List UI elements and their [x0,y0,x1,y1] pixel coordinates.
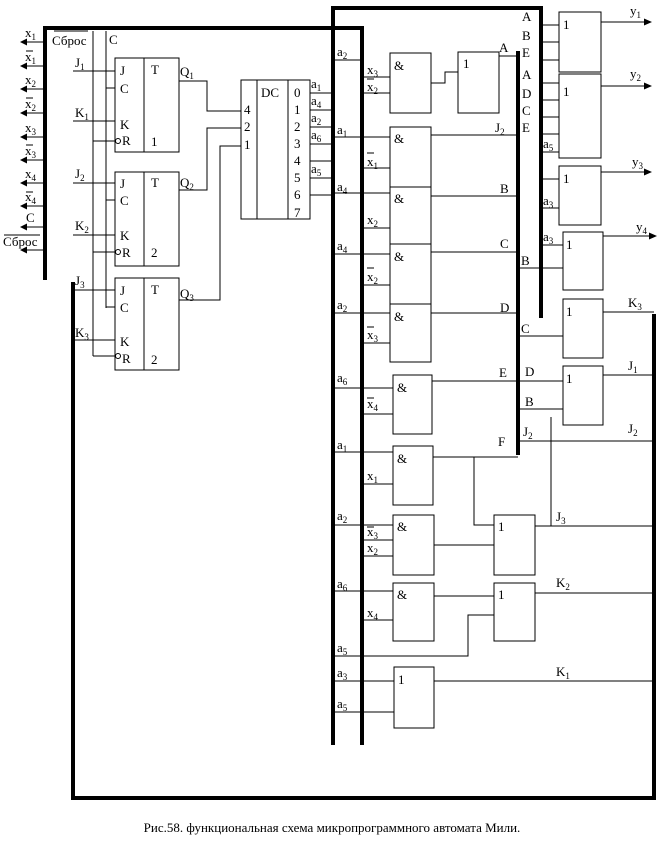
svg-text:3: 3 [294,136,301,151]
input-x1-not [20,49,45,70]
figure-caption: Рис.58. функциональная схема микропрограммного автомата Мили. [143,820,521,835]
svg-text:C: C [120,300,129,315]
q1-label: $Q_1$ [180,64,194,81]
svg-text:x1: $x_1$ [367,468,378,485]
jk-trigger-3 [73,273,194,370]
svg-text:C: C [120,81,129,96]
svg-text:y2: $y_2$ [630,66,641,83]
svg-text:a6: $a_6$ [337,576,348,593]
q2-label: $Q_2$ [180,175,194,192]
and-gate-9 [333,576,494,657]
svg-text:a3: $a_3$ [337,665,348,682]
svg-text:J1: $J_1$ [628,358,638,375]
svg-text:&: & [397,451,408,466]
svg-text:x4: $x_4$ [25,189,36,206]
svg-text:a5: $a_5$ [337,696,348,713]
svg-text:a5: $a_5$ [543,136,554,153]
input-x3 [20,120,45,141]
svg-text:a3: $a_3$ [543,229,554,246]
svg-text:A: A [499,40,509,55]
svg-text:&: & [394,131,405,146]
svg-text:x2: $x_2$ [25,96,36,113]
j1-label: $J_1$ [75,55,85,72]
svg-text:J: J [120,283,126,298]
or-gates-middle [333,40,654,728]
svg-text:a3: $a_3$ [543,193,554,210]
svg-text:C: C [26,210,35,225]
svg-text:1: 1 [151,134,158,149]
svg-text:1: 1 [563,171,570,186]
or-gates-right [518,3,657,526]
svg-text:1: 1 [398,672,405,687]
svg-text:x3: $x_3$ [367,524,378,541]
svg-text:a6: $a_6$ [337,370,348,387]
svg-text:K: K [120,117,130,132]
svg-text:1: 1 [498,587,505,602]
svg-text:T: T [151,282,159,297]
svg-text:D: D [525,364,535,379]
svg-text:2: 2 [151,352,158,367]
svg-text:x2: $x_2$ [367,269,378,286]
or-gate-y4 [518,219,657,290]
svg-text:T: T [151,62,159,77]
svg-text:B: B [521,253,530,268]
svg-text:y4: $y_4$ [636,219,647,236]
svg-text:J3: $J_3$ [556,509,566,526]
svg-text:R: R [122,245,131,260]
svg-text:1: 1 [566,237,573,252]
svg-text:2: 2 [244,119,251,134]
svg-text:K: K [120,334,130,349]
svg-text:x3: $x_3$ [25,143,36,160]
j3-label: $J_3$ [75,273,85,290]
svg-text:x4: $x_4$ [25,166,36,183]
svg-text:1: 1 [563,17,570,32]
k3-label: $K_3$ [75,325,89,342]
svg-text:1: 1 [498,519,505,534]
svg-text:B: B [525,394,534,409]
svg-text:7: 7 [294,205,301,220]
svg-text:1: 1 [566,304,573,319]
svg-text:T: T [151,175,159,190]
jk-trigger-1 [73,55,194,152]
svg-text:J: J [120,176,126,191]
reset-label: Сброс [52,33,87,48]
svg-text:&: & [394,249,405,264]
svg-text:&: & [394,58,405,73]
jk-trigger-2 [73,166,194,266]
svg-text:D: D [500,300,510,315]
svg-text:C: C [521,321,530,336]
svg-text:C: C [500,236,509,251]
and-gate-1 [333,44,458,113]
svg-text:x1: $x_1$ [367,154,378,171]
svg-text:DC: DC [261,85,280,100]
svg-text:a5: $a_5$ [311,161,322,178]
input-x4-not [20,189,45,210]
svg-text:B: B [500,181,509,196]
svg-text:&: & [397,519,408,534]
svg-text:a1: $a_1$ [311,76,322,93]
or-gate-k2 [494,575,654,641]
decoder-dc [241,76,333,220]
svg-text:&: & [397,380,408,395]
or-gate-j1 [518,358,654,425]
or-gate-k3 [518,295,654,358]
svg-text:K: K [120,228,130,243]
svg-text:B: B [522,28,531,43]
svg-text:R: R [122,351,131,366]
or-gate-k1 [333,664,654,728]
svg-text:x2: $x_2$ [367,79,378,96]
svg-text:&: & [394,191,405,206]
svg-text:x3: $x_3$ [25,120,36,137]
svg-text:x2: $x_2$ [367,540,378,557]
svg-text:y3: $y_3$ [632,154,643,171]
q3-label: $Q_3$ [180,286,194,303]
svg-text:a1: $a_1$ [337,437,348,454]
input-reset [3,234,45,254]
svg-text:F: F [498,434,506,449]
input-x4 [20,166,45,187]
svg-text:4: 4 [244,102,251,117]
svg-text:4: 4 [294,153,301,168]
svg-text:D: D [522,86,532,101]
svg-text:E: E [499,365,507,380]
svg-text:J: J [120,63,126,78]
svg-text:a1: $a_1$ [337,122,348,139]
svg-text:1: 1 [463,56,470,71]
svg-text:2: 2 [294,119,301,134]
svg-text:K1: $K_1$ [556,664,570,681]
svg-text:a5: $a_5$ [337,640,348,657]
input-clock [20,210,45,231]
svg-text:a2: $a_2$ [311,110,322,127]
and-gate-8 [333,508,494,575]
or-gate-j3 [494,509,654,575]
svg-text:5: 5 [294,170,301,185]
svg-text:a4: $a_4$ [311,93,322,110]
svg-text:x1: $x_1$ [25,25,36,42]
input-x2 [20,72,45,93]
svg-text:J2: $J_2$ [495,120,505,137]
input-x1 [20,25,45,46]
svg-text:x1: $x_1$ [25,49,36,66]
svg-text:1: 1 [566,371,573,386]
svg-text:Сброс: Сброс [3,234,38,249]
svg-text:A: A [522,67,532,82]
svg-text:x4: $x_4$ [367,396,378,413]
svg-text:x4: $x_4$ [367,605,378,622]
svg-text:J2: $J_2$ [523,424,533,441]
or-gate-a [458,40,518,113]
svg-text:a2: $a_2$ [337,508,348,525]
k1-label: $K_1$ [75,105,89,122]
svg-text:1: 1 [563,84,570,99]
svg-text:a4: $a_4$ [337,179,348,196]
svg-text:J2: $J_2$ [628,421,638,438]
svg-text:R: R [122,133,131,148]
svg-text:1: 1 [294,102,301,117]
svg-text:&: & [397,587,408,602]
svg-text:&: & [394,309,405,324]
input-x2-not [20,96,45,117]
svg-text:x3: $x_3$ [367,62,378,79]
svg-text:y1: $y_1$ [630,3,641,20]
svg-text:a2: $a_2$ [337,297,348,314]
svg-text:6: 6 [294,187,301,202]
svg-text:2: 2 [151,245,158,260]
input-x3-not [20,143,45,164]
svg-text:1: 1 [244,137,251,152]
trigger-block [52,31,241,370]
svg-text:a6: $a_6$ [311,127,322,144]
k2-label: $K_2$ [75,218,89,235]
clock-label: C [109,32,118,47]
svg-text:x2: $x_2$ [25,72,36,89]
svg-text:K2: $K_2$ [556,575,570,592]
svg-text:0: 0 [294,85,301,100]
input-signals [3,25,45,254]
svg-text:x3: $x_3$ [367,327,378,344]
svg-text:K3: $K_3$ [628,295,642,312]
svg-text:x2: $x_2$ [367,212,378,229]
svg-text:a4: $a_4$ [337,238,348,255]
svg-text:C: C [120,193,129,208]
or-gate-y3 [541,154,652,225]
j2-label: $J_2$ [75,166,85,183]
svg-text:E: E [522,45,530,60]
svg-text:E: E [522,120,530,135]
svg-text:A: A [522,9,532,24]
svg-text:C: C [522,103,531,118]
svg-text:a2: $a_2$ [337,44,348,61]
